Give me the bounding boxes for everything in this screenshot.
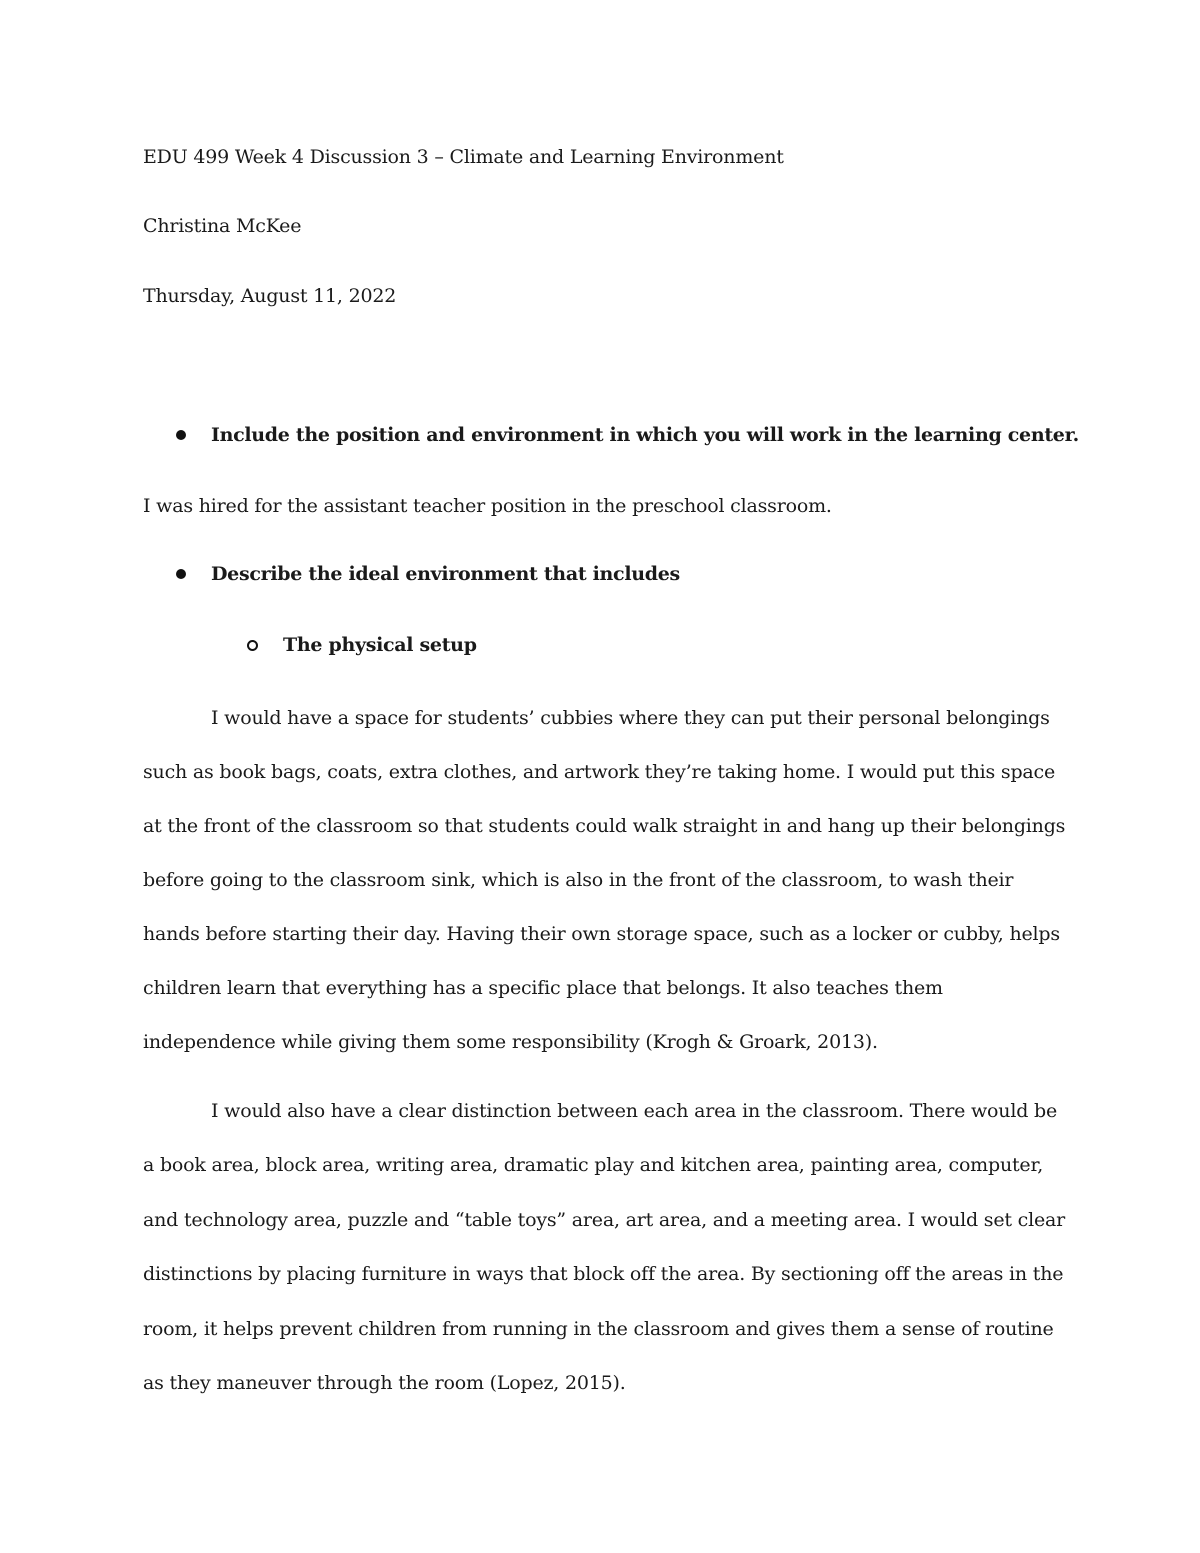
bullet-heading-position: Include the position and environment in which you will work in the learning center.	[211, 424, 1079, 446]
sub-bullet-physical-setup: The physical setup	[283, 634, 477, 656]
paragraph2-line: I would also have a clear distinction between each area in the classroom. There would be	[211, 1100, 1058, 1122]
bullet-dot-icon	[176, 430, 186, 440]
bullet-dot-icon	[176, 569, 186, 579]
document-date: Thursday, August 11, 2022	[143, 285, 397, 307]
hollow-bullet-icon	[247, 640, 258, 651]
answer-position: I was hired for the assistant teacher position in the preschool classroom.	[143, 495, 832, 517]
paragraph1-line: before going to the classroom sink, which is also in the front of the classroom, to wash their	[143, 869, 1014, 891]
paragraph2-line: and technology area, puzzle and “table toys” area, art area, and a meeting area. I would set clear	[143, 1209, 1066, 1231]
document-title: EDU 499 Week 4 Discussion 3 – Climate and Learning Environment	[143, 146, 784, 168]
paragraph1-line: independence while giving them some responsibility (Krogh & Groark, 2013).	[143, 1031, 878, 1053]
paragraph1-line: such as book bags, coats, extra clothes, and artwork they’re taking home. I would put this space	[143, 761, 1056, 783]
paragraph2-line: room, it helps prevent children from running in the classroom and gives them a sense of routine	[143, 1318, 1054, 1340]
paragraph2-line: a book area, block area, writing area, dramatic play and kitchen area, painting area, computer,	[143, 1154, 1044, 1176]
paragraph1-line: I would have a space for students’ cubbies where they can put their personal belongings	[211, 707, 1050, 729]
paragraph1-line: hands before starting their day. Having their own storage space, such as a locker or cubby, helps	[143, 923, 1060, 945]
paragraph1-line: children learn that everything has a specific place that belongs. It also teaches them	[143, 977, 943, 999]
paragraph2-line: distinctions by placing furniture in ways that block off the area. By sectioning off the areas in the	[143, 1263, 1064, 1285]
bullet-heading-ideal-environment: Describe the ideal environment that includes	[211, 563, 680, 585]
author-name: Christina McKee	[143, 215, 302, 237]
paragraph2-line: as they maneuver through the room (Lopez, 2015).	[143, 1372, 626, 1394]
paragraph1-line: at the front of the classroom so that students could walk straight in and hang up their belongings	[143, 815, 1066, 837]
